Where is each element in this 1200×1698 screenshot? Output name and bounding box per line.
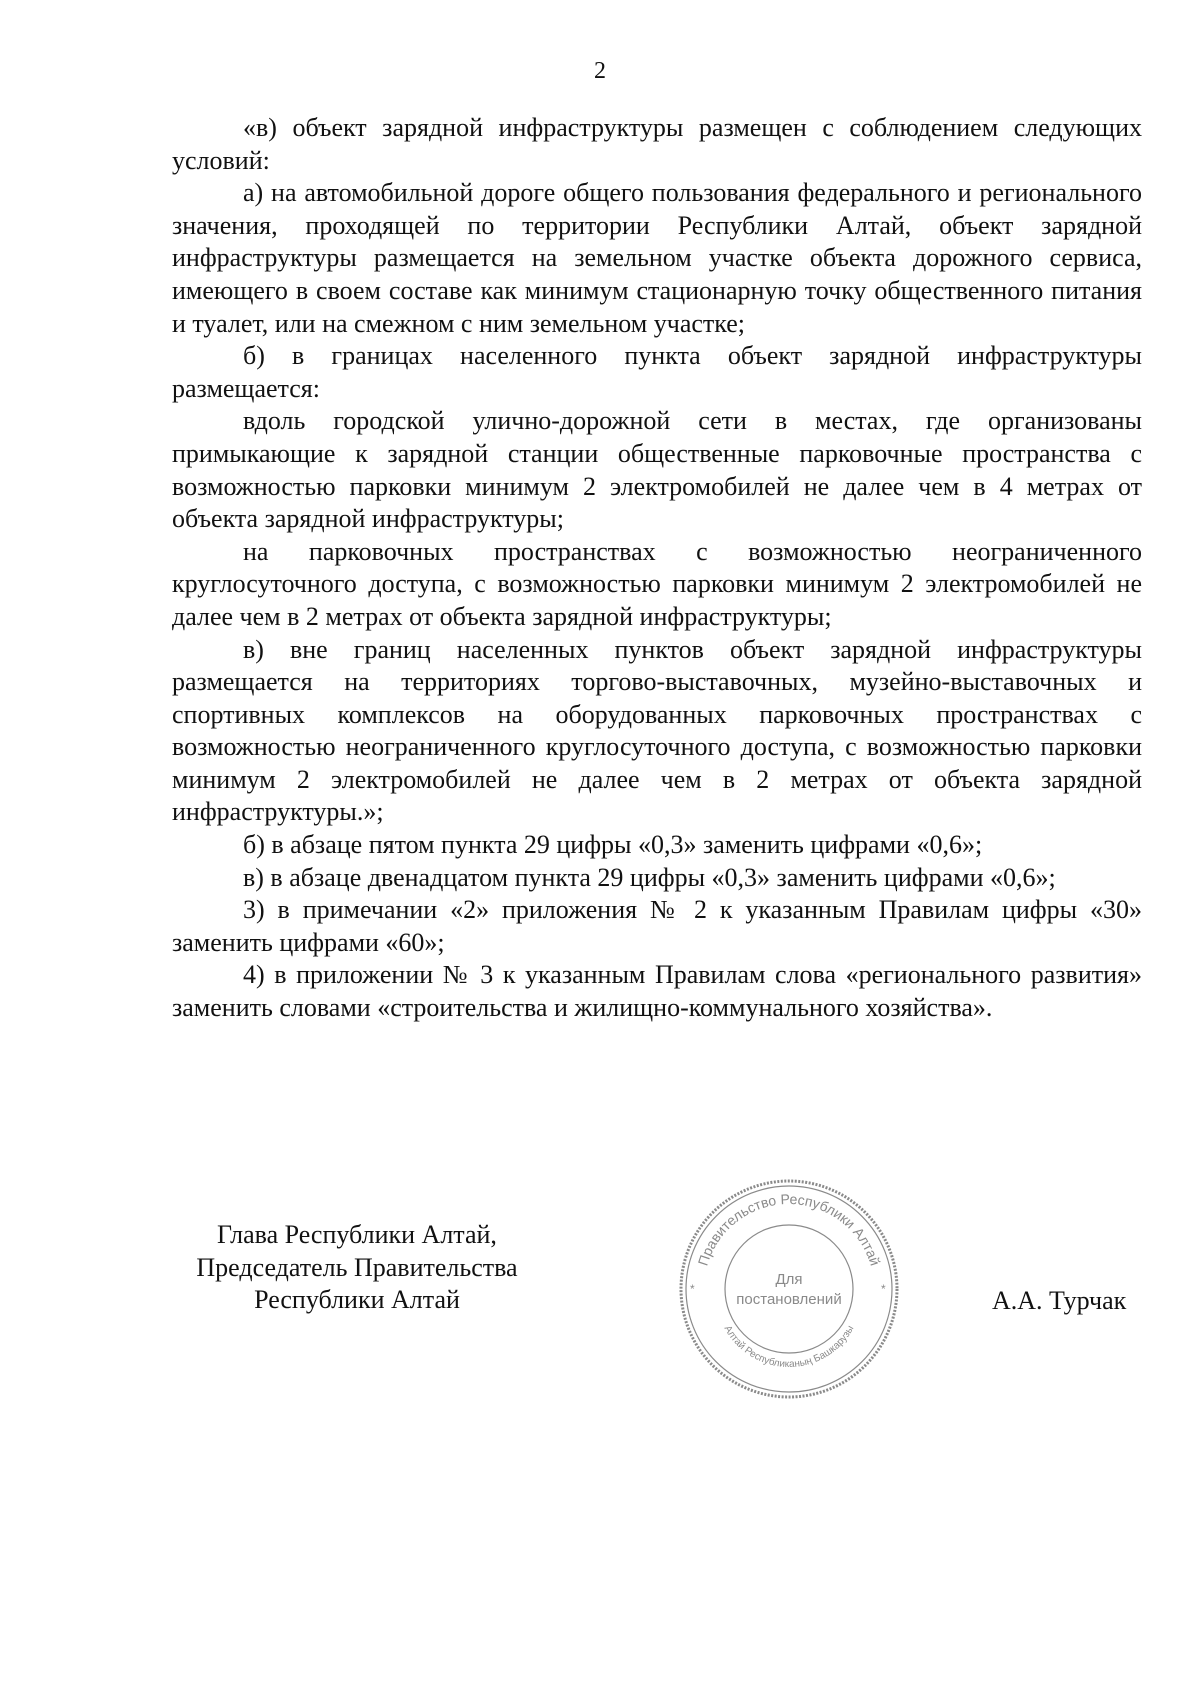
seal-graphic [676, 1176, 902, 1402]
signatory-title [172, 1219, 542, 1317]
paragraph: на парковочных пространствах с возможностью неограниченного круглосуточного доступа, с возможностью парковки минимум 2 электромобилей не далее чем в 2 метрах от объекта зарядной инфраструктуры; [172, 536, 1142, 631]
paragraph: б) в абзаце пятом пункта 29 цифры «0,3» заменить цифрами «0,6»; [243, 830, 983, 860]
signatory-title-line: Глава Республики Алтай, [217, 1220, 497, 1249]
paragraph: 3) в примечании «2» приложения № 2 к указанным Правилам цифры «30» заменить цифрами «60»; [172, 895, 1142, 957]
seal-center-line2: постановлений [736, 1291, 842, 1308]
seal-star-right: * [881, 1282, 886, 1296]
signatory-title-line: Председатель Правительства [196, 1252, 518, 1282]
official-seal [676, 1176, 902, 1402]
signatory-title-line: Республики Алтай [254, 1285, 460, 1315]
signer-name: А.А. Турчак [992, 1286, 1127, 1315]
paragraph: а) на автомобильной дороге общего пользования федерального и регионального значения, проходящей по территории Республики Алтай, объект зарядной инфраструктуры размещается на земельном участке объекта дорожного сервиса, имеющего в своем составе как минимум стационарную точку общественного питания и туалет, или на смежном с ним земельном участке; [172, 178, 1142, 338]
seal-outer-text: Правительство Республики Алтай [694, 1190, 884, 1268]
document-body [172, 112, 1142, 1025]
seal-center-line1: Для [775, 1271, 803, 1288]
paragraph: б) в границах населенного пункта объект зарядной инфраструктуры размещается: [172, 341, 1142, 403]
page-number: 2 [594, 58, 606, 84]
paragraph: в) вне границ населенных пунктов объект зарядной инфраструктуры размещается на территориях торгово-выставочных, музейно-выставочных и спортивных комплексов на оборудованных парковочных пространствах с возможностью неограниченного круглосуточного доступа, с возможностью парковки минимум 2 электромобилей не далее чем в 2 метрах от объекта зарядной инфраструктуры.»; [172, 634, 1142, 827]
paragraph: в) в абзаце двенадцатом пункта 29 цифры «0,3» заменить цифрами «0,6»; [243, 862, 1056, 892]
paragraph: «в) объект зарядной инфраструктуры размещен с соблюдением следующих условий: [172, 113, 1142, 175]
seal-star-left: * [690, 1282, 695, 1296]
paragraph: 4) в приложении № 3 к указанным Правилам слова «регионального развития» заменить словами «строительства и жилищно-коммунального хозяйства». [172, 960, 1142, 1023]
paragraph: вдоль городской улично-дорожной сети в местах, где организованы примыкающие к зарядной станции общественные парковочные пространства с возможностью парковки минимум 2 электромобилей не далее чем в 4 метрах от объекта зарядной инфраструктуры; [172, 406, 1142, 534]
seal-lower-text: Алтай Республиканың Башкарузы [721, 1323, 857, 1371]
